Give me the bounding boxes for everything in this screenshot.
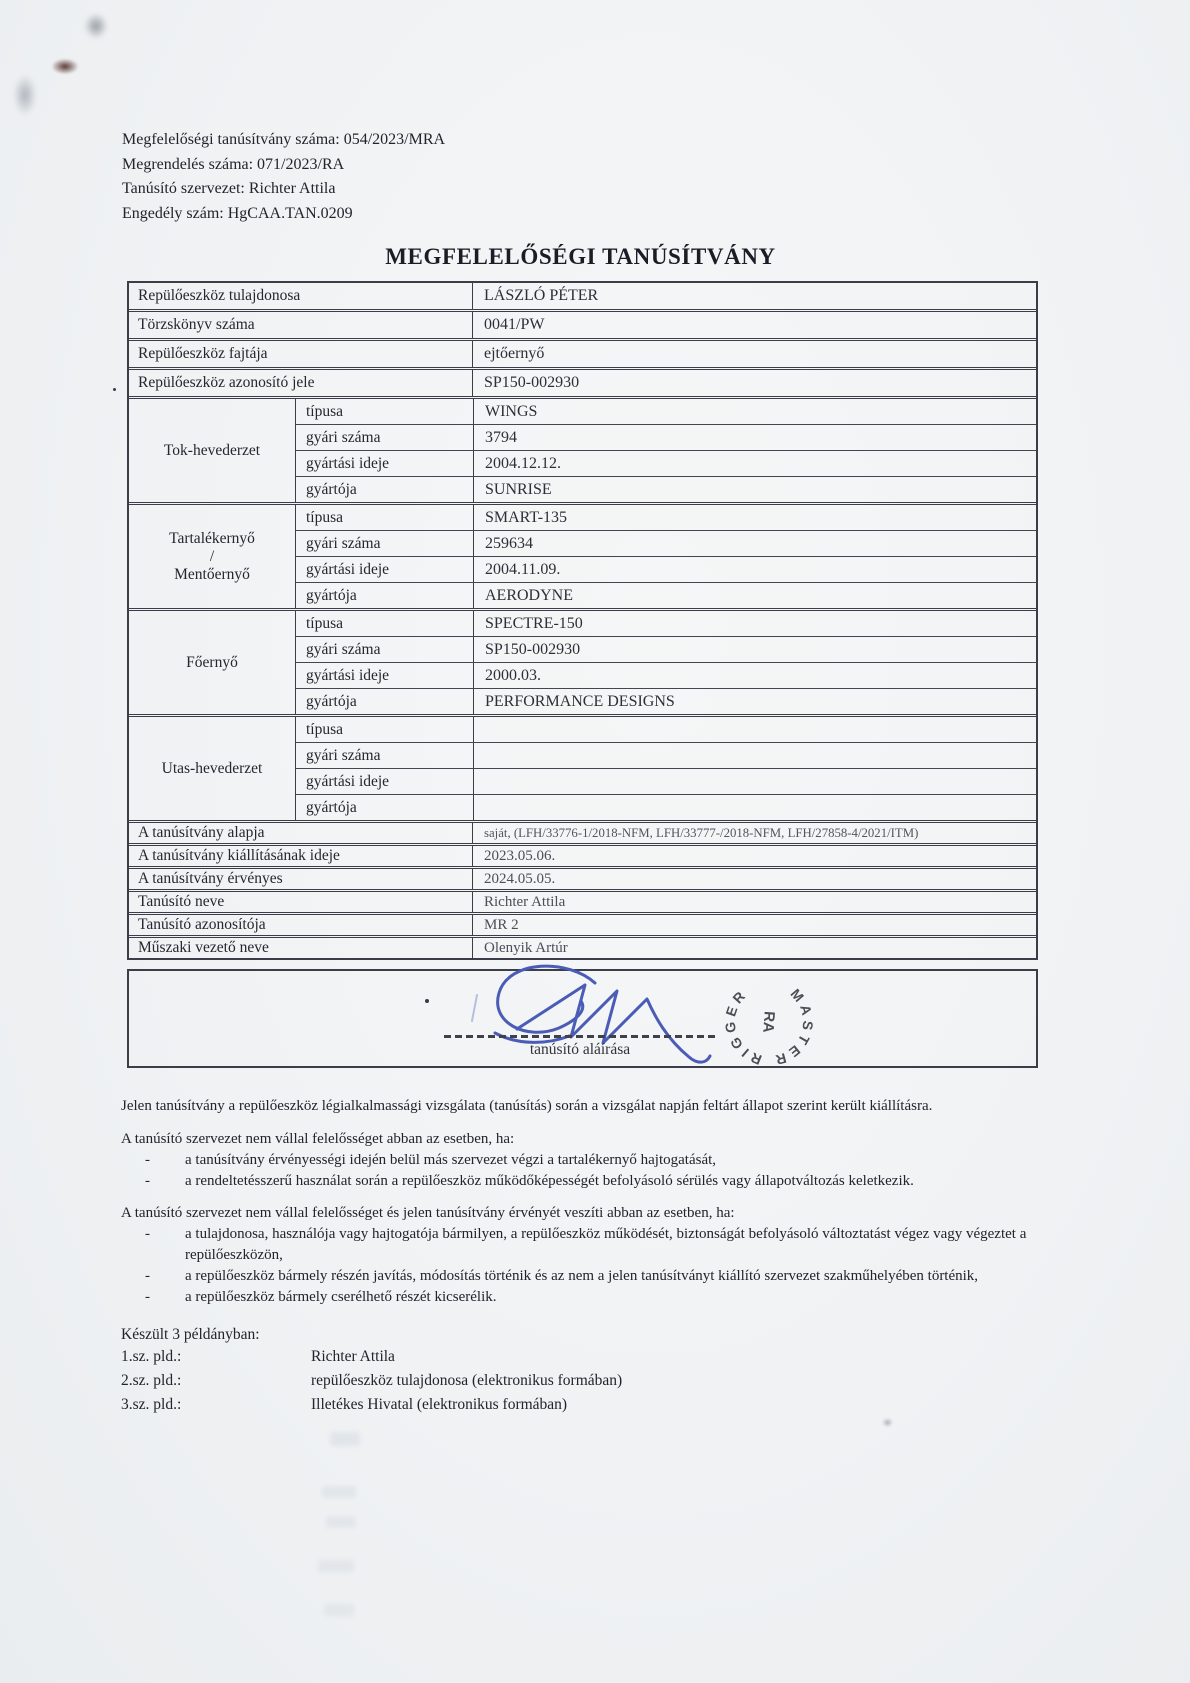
bleedthrough-mark bbox=[324, 1604, 354, 1616]
table-row bbox=[296, 688, 1036, 714]
section-name-line: Tartalékernyő bbox=[169, 529, 255, 547]
table-row bbox=[129, 935, 1036, 958]
row-label: Műszaki vezető neve bbox=[129, 938, 473, 958]
page-title: MEGFELELŐSÉGI TANÚSÍTVÁNY bbox=[385, 244, 776, 269]
row-value: SUNRISE bbox=[485, 480, 552, 498]
stamp-ring-text: MASTER RIGGER bbox=[721, 985, 817, 1070]
ink-mark bbox=[52, 59, 78, 74]
copy-destination: Illetékes Hivatal (elektronikus formában) bbox=[311, 1396, 568, 1414]
issuance-note: Jelen tanúsítvány a repülőeszköz légialkalmassági vizsgálata (tanúsítás) során a vizsgálat napján feltárt állapot szerint került kiállításra. bbox=[121, 1098, 933, 1114]
section-name bbox=[129, 505, 296, 608]
table-row bbox=[129, 889, 1036, 912]
row-value: saját, (LFH/33776-1/2018-NFM, LFH/33777-/2018-NFM, LFH/27858-4/2021/ITM) bbox=[484, 825, 919, 840]
copy-row bbox=[121, 1393, 1078, 1417]
list-item-text: a repülőeszköz bármely cserélhető részét kicserélik. bbox=[185, 1289, 497, 1305]
section-name bbox=[129, 611, 296, 714]
bullet-dash: - bbox=[145, 1226, 150, 1242]
table-row bbox=[296, 399, 1036, 424]
row-value: ejtőernyő bbox=[484, 345, 545, 362]
row-value: PERFORMANCE DESIGNS bbox=[485, 692, 675, 710]
row-value: Olenyik Artúr bbox=[484, 939, 568, 956]
row-label: gyártási ideje bbox=[296, 451, 474, 476]
table-row bbox=[129, 866, 1036, 889]
table-row bbox=[296, 582, 1036, 608]
scan-smudge bbox=[13, 74, 37, 116]
row-value: 2023.05.06. bbox=[484, 847, 556, 864]
table-row bbox=[296, 424, 1036, 450]
table-row bbox=[296, 556, 1036, 582]
row-value: SMART-135 bbox=[485, 508, 568, 526]
ink-dot bbox=[113, 388, 116, 391]
table-row bbox=[296, 742, 1036, 768]
row-label: A tanúsítvány érvényes bbox=[129, 869, 473, 889]
permit-number-line: Engedély szám: HgCAA.TAN.0209 bbox=[122, 204, 353, 222]
bullet-dash: - bbox=[145, 1289, 150, 1305]
table-row bbox=[296, 530, 1036, 556]
section-tartalekernyo bbox=[129, 502, 1036, 608]
certifier-org-line: Tanúsító szervezet: Richter Attila bbox=[122, 180, 336, 197]
handwritten-signature bbox=[399, 961, 759, 1091]
bullet-dash: - bbox=[145, 1173, 150, 1189]
certificate-table bbox=[127, 281, 1038, 960]
bleedthrough-mark bbox=[318, 1560, 354, 1572]
copy-row bbox=[121, 1369, 1078, 1393]
row-label: A tanúsítvány alapja bbox=[129, 823, 473, 843]
copy-number: 1.sz. pld.: bbox=[121, 1348, 182, 1365]
row-label: gyári száma bbox=[296, 637, 474, 662]
copy-number: 2.sz. pld.: bbox=[121, 1372, 182, 1390]
list-item-text: a repülőeszköz bármely részén javítás, módosítás történik és az nem a jelen tanúsítványt kiállító szervezet szakműhelyében történik, bbox=[185, 1268, 979, 1284]
table-row bbox=[296, 662, 1036, 688]
copy-number: 3.sz. pld.: bbox=[121, 1396, 182, 1414]
row-label: típusa bbox=[296, 717, 474, 742]
bleedthrough-mark bbox=[326, 1516, 356, 1528]
copies-title: Készült 3 példányban: bbox=[121, 1326, 260, 1343]
row-label: Repülőeszköz azonosító jele bbox=[129, 370, 473, 396]
section-tok-hevederzet bbox=[129, 396, 1036, 502]
copy-destination: repülőeszköz tulajdonosa (elektronikus formában) bbox=[311, 1372, 623, 1390]
bullet-dash: - bbox=[145, 1152, 150, 1168]
bullet-dash: - bbox=[145, 1268, 150, 1284]
row-value: AERODYNE bbox=[485, 586, 573, 604]
row-label: típusa bbox=[296, 611, 474, 636]
row-label: gyártója bbox=[296, 477, 474, 502]
disclaimer-intro-2: A tanúsító szervezet nem vállal felelősséget és jelen tanúsítvány érvényét veszíti abban az esetben, ha: bbox=[121, 1205, 735, 1221]
bleedthrough-mark bbox=[330, 1432, 360, 1446]
section-name-line: Utas-hevederzet bbox=[161, 759, 263, 777]
list-item-text: a tulajdonosa, használója vagy hajtogatója bármilyen, a repülőeszköz működését, biztonságát befolyásoló változtatást végez vagy végeztet a repülőeszközön, bbox=[185, 1226, 1027, 1263]
table-row bbox=[129, 283, 1036, 309]
row-label: A tanúsítvány kiállításának ideje bbox=[129, 846, 473, 866]
row-label: gyártási ideje bbox=[296, 557, 474, 582]
scan-smudge bbox=[84, 13, 108, 39]
order-number-line: Megrendelés száma: 071/2023/RA bbox=[122, 155, 345, 173]
copy-row bbox=[121, 1345, 1078, 1369]
table-row bbox=[296, 768, 1036, 794]
disclaimer-intro-1: A tanúsító szervezet nem vállal felelősséget abban az esetben, ha: bbox=[121, 1131, 515, 1147]
list-item bbox=[121, 1171, 1078, 1192]
table-row bbox=[296, 611, 1036, 636]
notes-section bbox=[121, 1096, 1078, 1418]
list-item bbox=[121, 1150, 1078, 1171]
table-row bbox=[296, 476, 1036, 502]
table-row bbox=[129, 367, 1036, 396]
row-label: Tanúsító neve bbox=[129, 892, 473, 912]
row-value: Richter Attila bbox=[484, 893, 566, 910]
section-name-line: Tok-hevederzet bbox=[163, 441, 261, 459]
list-item bbox=[121, 1266, 1078, 1287]
row-label: gyártója bbox=[296, 795, 474, 820]
row-value: SP150-002930 bbox=[484, 374, 580, 391]
row-label: gyártója bbox=[296, 583, 474, 608]
row-value: SP150-002930 bbox=[485, 640, 581, 658]
signature-box bbox=[127, 969, 1038, 1068]
table-row bbox=[129, 309, 1036, 338]
list-item-text: a rendeltetésszerű használat során a repülőeszköz működőképességét befolyásoló sérülés vagy állapotváltozás keletkezik. bbox=[185, 1173, 914, 1189]
list-item bbox=[121, 1287, 1078, 1308]
row-label: Repülőeszköz tulajdonosa bbox=[129, 283, 473, 309]
row-value: 2000.03. bbox=[485, 666, 541, 684]
row-value: 2004.11.09. bbox=[485, 560, 561, 578]
row-label: gyártási ideje bbox=[296, 769, 474, 794]
document-header bbox=[122, 128, 445, 226]
section-name-line: Főernyő bbox=[186, 653, 238, 671]
table-row bbox=[129, 843, 1036, 866]
stamp-center-text: RA bbox=[759, 1010, 778, 1034]
row-label: Tanúsító azonosítója bbox=[129, 915, 473, 935]
row-label: gyári száma bbox=[296, 425, 474, 450]
row-label: Törzskönyv száma bbox=[129, 312, 473, 338]
section-name-line: Mentőernyő bbox=[174, 565, 250, 583]
row-label: típusa bbox=[296, 505, 474, 530]
section-foernyo bbox=[129, 608, 1036, 714]
signature-line bbox=[444, 1035, 716, 1038]
row-value: 2004.12.12. bbox=[485, 454, 561, 472]
row-label: gyártási ideje bbox=[296, 663, 474, 688]
copies-section bbox=[121, 1324, 1078, 1418]
list-item bbox=[121, 1224, 1078, 1266]
row-label: gyártója bbox=[296, 689, 474, 714]
row-label: Repülőeszköz fajtája bbox=[129, 341, 473, 367]
section-name bbox=[129, 399, 296, 502]
row-value: 0041/PW bbox=[484, 316, 545, 333]
row-value: 3794 bbox=[485, 428, 517, 446]
table-row bbox=[129, 820, 1036, 843]
section-name-line: / bbox=[209, 547, 215, 565]
row-value: SPECTRE-150 bbox=[485, 614, 583, 632]
table-row bbox=[296, 794, 1036, 820]
table-row bbox=[129, 912, 1036, 935]
table-row bbox=[296, 636, 1036, 662]
row-value: 259634 bbox=[485, 534, 533, 552]
section-name bbox=[129, 717, 296, 820]
bleedthrough-mark bbox=[322, 1486, 356, 1498]
row-label: gyári száma bbox=[296, 531, 474, 556]
table-row bbox=[296, 505, 1036, 530]
row-label: típusa bbox=[296, 399, 474, 424]
table-row bbox=[296, 717, 1036, 742]
scan-fleck bbox=[882, 1418, 893, 1427]
section-utas-hevederzet bbox=[129, 714, 1036, 820]
row-value: 2024.05.05. bbox=[484, 870, 556, 887]
row-value: MR 2 bbox=[484, 916, 519, 933]
row-value: WINGS bbox=[485, 402, 538, 420]
table-row bbox=[296, 450, 1036, 476]
certificate-number-line: Megfelelőségi tanúsítvány száma: 054/2023/MRA bbox=[122, 131, 446, 148]
row-value: LÁSZLÓ PÉTER bbox=[484, 287, 599, 304]
row-label: gyári száma bbox=[296, 743, 474, 768]
copy-destination: Richter Attila bbox=[311, 1348, 395, 1365]
table-row bbox=[129, 338, 1036, 367]
signature-caption: tanúsító aláírása bbox=[529, 1041, 631, 1058]
list-item-text: a tanúsítvány érvényességi idején belül más szervezet végzi a tartalékernyő hajtogatását, bbox=[185, 1152, 717, 1168]
